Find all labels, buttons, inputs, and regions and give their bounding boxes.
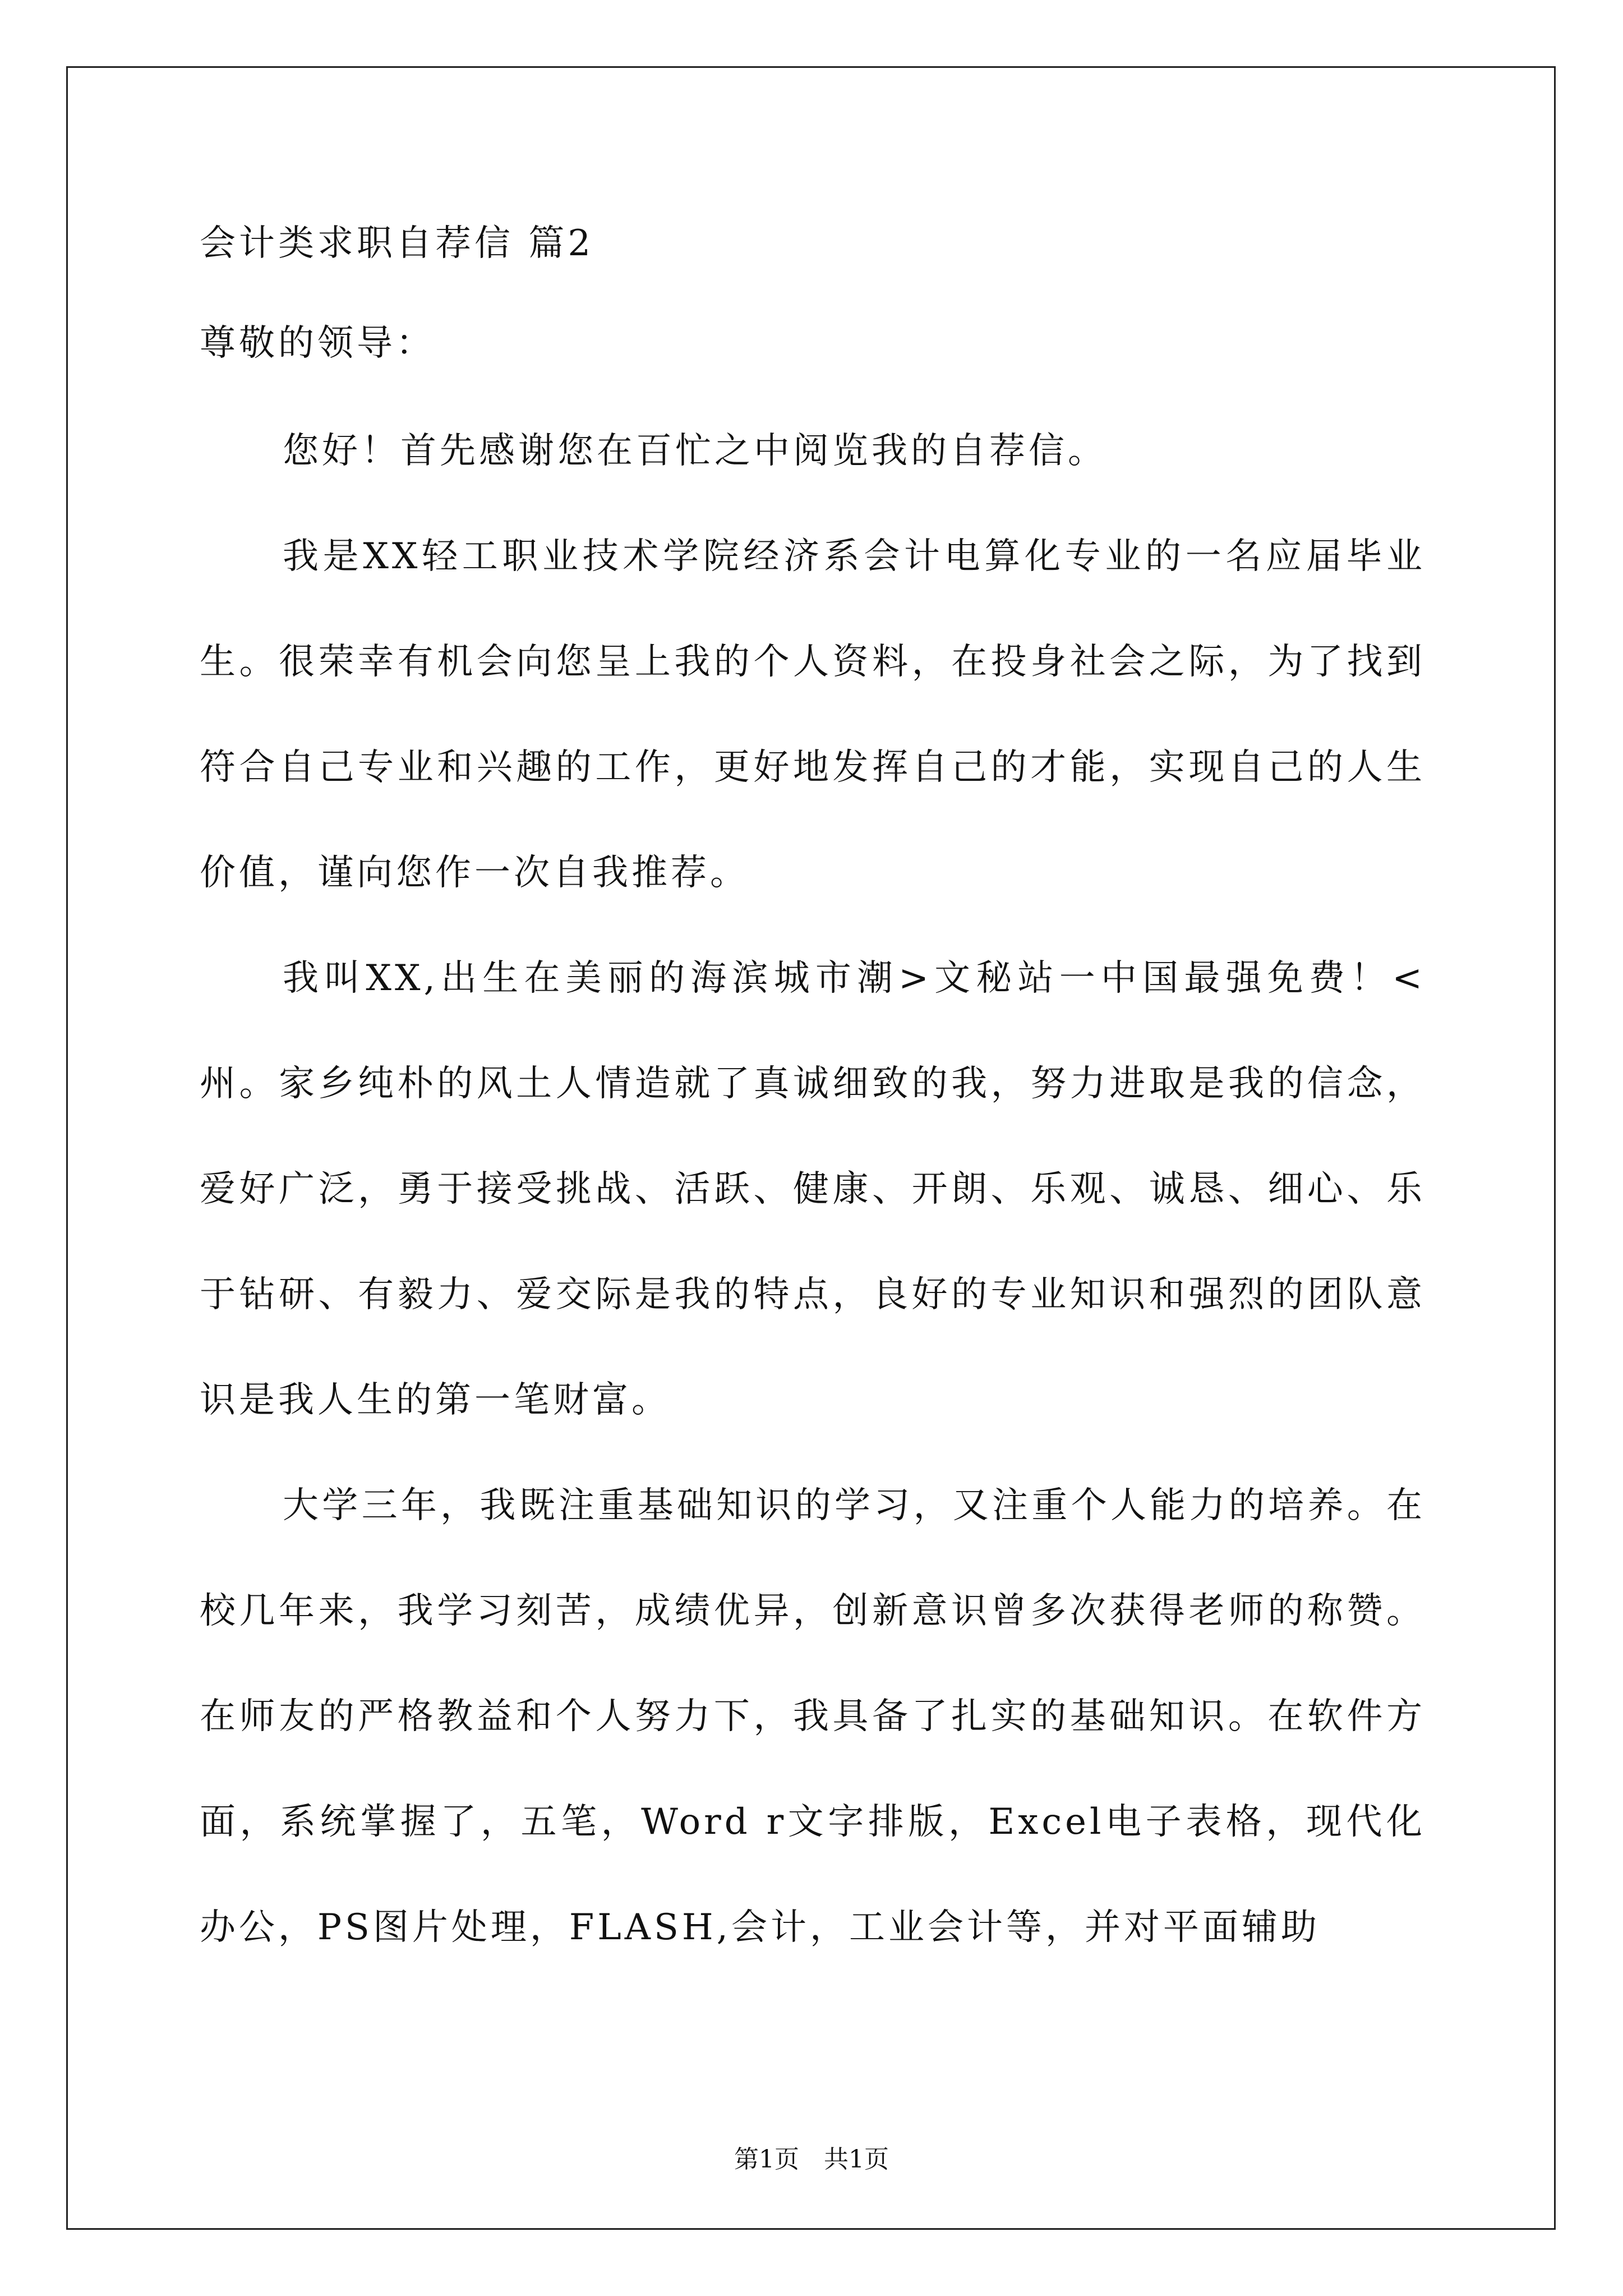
paragraph-personal: 我叫XX,出生在美丽的海滨城市潮>文秘站一中国最强免费！<州。家乡纯朴的风土人情造就了真诚细致的我，努力进取是我的信念，爱好广泛，勇于接受挑战、活跃、健康、开朗、乐观、诚恳、细心、乐于钻研、有毅力、爱交际是我的特点，良好的专业知识和强烈的团队意识是我人生的第一笔财富。 (200, 958, 1426, 1421)
paragraph-introduction: 我是XX轻工职业技术学院经济系会计电算化专业的一名应届毕业生。很荣幸有机会向您呈上我的个人资料，在投身社会之际，为了找到符合自己专业和兴趣的工作，更好地发挥自己的才能，实现自己的人生价值，谨向您作一次自我推荐。 (200, 536, 1426, 894)
page-number-footer: 第1页 共1页 (734, 2145, 889, 2174)
letter-body (200, 217, 1426, 1980)
paragraph-education: 大学三年，我既注重基础知识的学习，又注重个人能力的培养。在校几年来，我学习刻苦，成绩优异，创新意识曾多次获得老师的称赞。在师友的严格教益和个人努力下，我具备了扎实的基础知识。在软件方面，系统掌握了，五笔，Word r文字排版，Excel电子表格，现代化办公，PS图片处理，FLASH,会计，工业会计等，并对平面辅助 (200, 1485, 1426, 1948)
letter-title: 会计类求职自荐信 篇2 (200, 223, 594, 264)
paragraph-greeting: 您好！首先感谢您在百忙之中阅览我的自荐信。 (283, 430, 1107, 472)
salutation: 尊敬的领导： (200, 323, 435, 364)
